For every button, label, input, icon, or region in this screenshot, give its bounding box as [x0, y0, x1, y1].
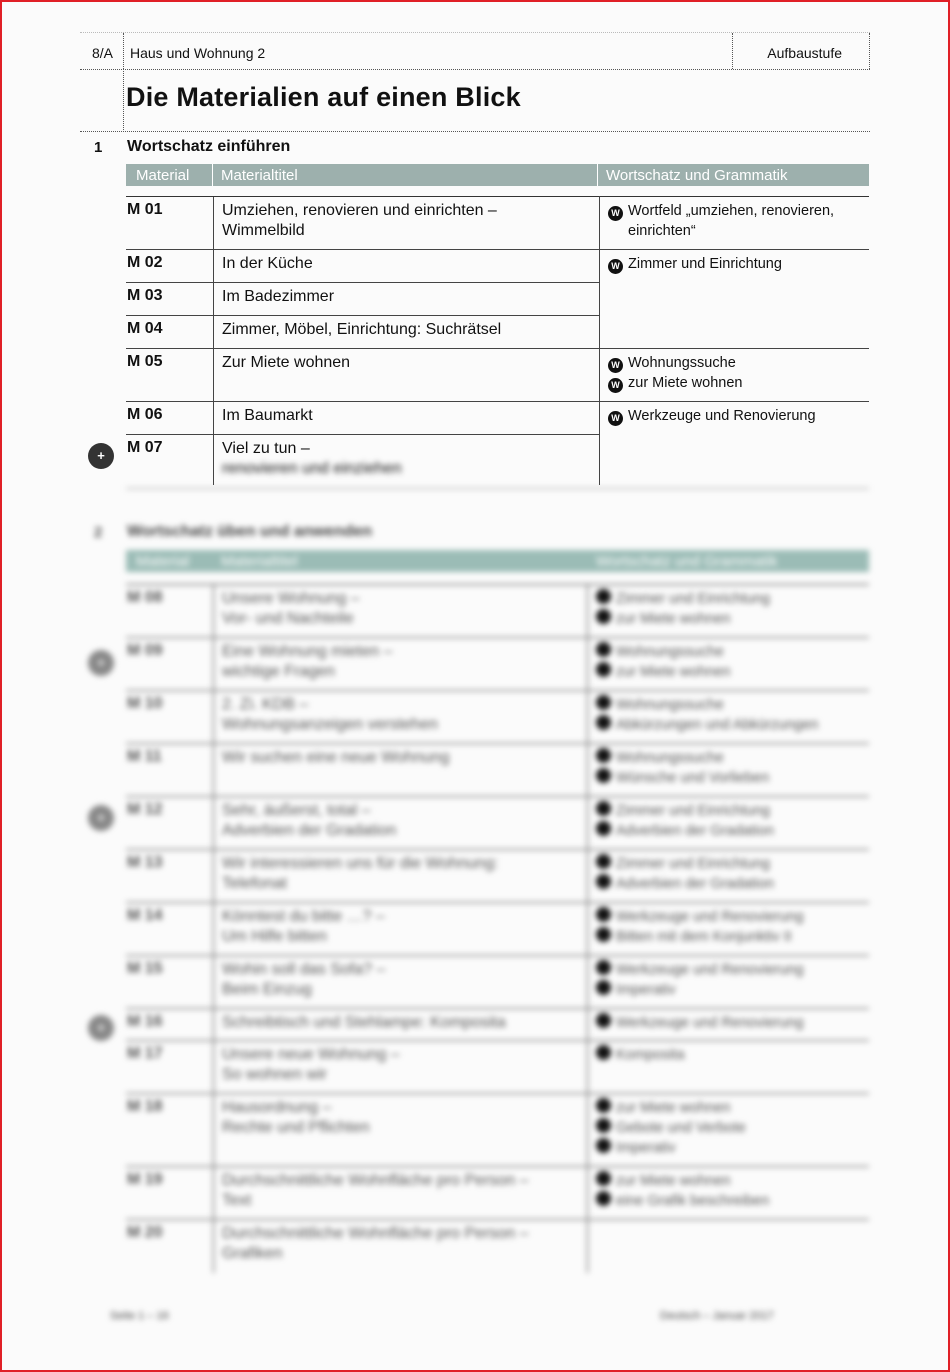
vocab-cell	[588, 850, 870, 903]
material-id: M 14	[126, 903, 214, 956]
material-id: M 03	[126, 283, 214, 316]
page-title: Die Materialien auf einen Blick	[126, 82, 521, 112]
section-title: Wortschatz üben und anwenden	[127, 523, 373, 540]
material-title-line: Durchschnittliche Wohnfläche pro Person –	[222, 1172, 529, 1189]
material-id: M 04	[126, 316, 214, 349]
material-title-line: Wohnungsanzeigen verstehen	[222, 716, 438, 733]
table-row	[126, 349, 869, 402]
vocab-text: Adverbien der Gradation	[616, 876, 774, 892]
vocab-cell	[588, 903, 870, 956]
vocab-text: zur Miete wohnen	[616, 1173, 731, 1189]
vocab-text: Wohnungssuche	[616, 697, 724, 713]
material-id: M 11	[126, 744, 214, 797]
column-header-vocab: Wortschatz und Grammatik	[596, 553, 778, 570]
vocab-text: zur Miete wohnen	[628, 375, 743, 391]
vocab-w-icon	[596, 854, 611, 869]
vocab-cell	[588, 1167, 870, 1220]
material-title-line: 2. Zi. KDB –	[222, 696, 309, 713]
material-title-line: Könntest du bitte …? –	[222, 908, 385, 925]
material-title: Im Badezimmer	[214, 283, 600, 316]
column-separator	[597, 164, 598, 186]
vocab-w-icon	[596, 927, 611, 942]
material-title-line: Beim Einzug	[222, 981, 312, 998]
vocab-item	[596, 748, 869, 768]
material-id: M 09	[126, 638, 214, 691]
material-title	[214, 691, 588, 744]
vocab-item	[596, 1098, 869, 1118]
material-title	[214, 1094, 588, 1167]
table-row	[126, 402, 869, 435]
header-divider	[732, 33, 733, 69]
vocab-w-icon	[596, 768, 611, 783]
column-header-material: Material	[136, 553, 190, 570]
vocab-w-icon	[596, 1171, 611, 1186]
material-title-line: So wohnen wir	[222, 1066, 327, 1083]
column-header-vocab: Wortschatz und Grammatik	[606, 167, 788, 184]
material-title: In der Küche	[214, 250, 600, 283]
column-separator	[212, 164, 213, 186]
material-title-line: Telefonat	[222, 875, 287, 892]
table-row	[126, 956, 869, 1009]
header-divider	[869, 33, 870, 69]
vocab-item	[608, 373, 869, 393]
material-title	[214, 744, 588, 797]
vocab-item	[596, 589, 869, 609]
material-id: M 16	[126, 1009, 214, 1041]
material-title-line: Sehr, äußerst, total –	[222, 802, 371, 819]
section-number: 1	[94, 139, 103, 156]
vocab-cell	[588, 744, 870, 797]
vocab-w-icon	[596, 1013, 611, 1028]
vocab-cell	[588, 797, 870, 850]
material-title	[214, 638, 588, 691]
level-label: Aufbaustufe	[767, 45, 842, 61]
material-title: Zimmer, Möbel, Einrichtung: Suchrätsel	[214, 316, 600, 349]
vocab-item	[596, 874, 869, 894]
table-row	[126, 1009, 869, 1041]
table-row	[126, 250, 869, 283]
vocab-text: Wohnungssuche	[616, 750, 724, 766]
vocab-w-icon	[596, 960, 611, 975]
table-row	[126, 638, 869, 691]
vocab-item	[596, 980, 869, 1000]
table-row	[126, 744, 869, 797]
vocab-item	[596, 1138, 869, 1158]
material-title-line: Schreibtisch und Stehlampe: Komposita	[222, 1014, 506, 1031]
table-bottom-rule	[126, 488, 869, 489]
vocab-item	[596, 609, 869, 629]
section-title: Wortschatz einführen	[127, 138, 291, 155]
material-title	[214, 1220, 588, 1273]
material-title	[214, 1009, 588, 1041]
material-title	[214, 1041, 588, 1094]
footer-right: Deutsch – Januar 2017	[660, 1310, 774, 1322]
extra-material-icon: +	[88, 805, 114, 831]
vocab-text: Bitten mit dem Konjunktiv II	[616, 929, 792, 945]
material-title-line: Text	[222, 1192, 252, 1209]
vocab-cell	[588, 1009, 870, 1041]
material-title-line: Hausordnung –	[222, 1099, 332, 1116]
vocab-item	[608, 406, 869, 426]
materials-table-1	[126, 196, 869, 485]
table-row	[126, 197, 869, 250]
extra-material-icon: +	[88, 443, 114, 469]
material-id: M 08	[126, 585, 214, 638]
material-title-line: Viel zu tun –	[222, 440, 310, 457]
footer-left: Seite 1 – 16	[110, 1310, 169, 1322]
vocab-item	[608, 201, 869, 221]
extra-material-icon: +	[88, 650, 114, 676]
vocab-text: eine Grafik beschreiben	[616, 1193, 770, 1209]
vocab-item	[596, 1045, 869, 1065]
vocab-text: Werkzeuge und Renovierung	[616, 962, 804, 978]
material-title-line: Durchschnittliche Wohnfläche pro Person –	[222, 1225, 529, 1242]
vocab-w-icon	[596, 748, 611, 763]
vocab-item	[596, 642, 869, 662]
vocab-w-icon	[596, 874, 611, 889]
vocab-w-icon: W	[608, 259, 623, 274]
vocab-text: Werkzeuge und Renovierung	[616, 909, 804, 925]
material-title	[214, 903, 588, 956]
material-title	[214, 585, 588, 638]
vocab-item	[596, 907, 869, 927]
vocab-w-icon	[596, 715, 611, 730]
vocab-w-icon	[596, 1191, 611, 1206]
vocab-text: Wünsche und Vorlieben	[616, 770, 770, 786]
vocab-w-icon	[596, 662, 611, 677]
vocab-w-icon: W	[608, 378, 623, 393]
vocab-cell	[588, 691, 870, 744]
material-title-line: Umziehen, renovieren und einrichten –	[222, 202, 497, 219]
vocab-text: zur Miete wohnen	[616, 1100, 731, 1116]
material-id: M 18	[126, 1094, 214, 1167]
material-title: Zur Miete wohnen	[214, 349, 600, 402]
vocab-text: zur Miete wohnen	[616, 611, 731, 627]
table-row	[126, 903, 869, 956]
vocab-item	[596, 662, 869, 682]
vocab-item	[596, 1171, 869, 1191]
table-header	[126, 550, 869, 572]
vocab-item	[596, 1013, 869, 1033]
vocab-text: Werkzeuge und Renovierung	[616, 1015, 804, 1031]
vocab-w-icon	[596, 1045, 611, 1060]
vocab-w-icon	[596, 821, 611, 836]
column-header-title: Materialtitel	[221, 553, 298, 570]
vocab-text: Wohnungssuche	[628, 355, 736, 371]
vocab-w-icon: W	[608, 411, 623, 426]
chapter-label: Haus und Wohnung 2	[130, 45, 266, 61]
vocab-w-icon	[596, 801, 611, 816]
extra-material-icon: +	[88, 1015, 114, 1041]
vocab-item	[596, 768, 869, 788]
material-id: M 07	[126, 435, 214, 485]
material-title-line: wichtige Fragen	[222, 663, 335, 680]
table-row	[126, 1094, 869, 1167]
material-title-line: Um Hilfe bitten	[222, 928, 327, 945]
vocab-text: Gebote und Verbote	[616, 1120, 746, 1136]
materials-table-2	[126, 584, 869, 1273]
material-title-line: Wohin soll das Sofa? –	[222, 961, 386, 978]
table-header	[126, 164, 869, 186]
vocab-text: Wortfeld „umziehen, renovieren,	[628, 203, 835, 219]
material-title-line: Eine Wohnung mieten –	[222, 643, 393, 660]
header-divider	[123, 33, 124, 69]
vocab-w-icon	[596, 589, 611, 604]
material-title-line: Wir interessieren uns für die Wohnung:	[222, 855, 499, 872]
material-title	[214, 850, 588, 903]
vocab-text: Werkzeuge und Renovierung	[628, 408, 816, 424]
vocab-text: Wohnungssuche	[616, 644, 724, 660]
vocab-text: zur Miete wohnen	[616, 664, 731, 680]
table-row	[126, 691, 869, 744]
vocab-text: Abkürzungen und Abkürzungen	[616, 717, 819, 733]
material-id: M 13	[126, 850, 214, 903]
material-title-line: Vor- und Nachteile	[222, 610, 354, 627]
left-margin-rule	[123, 68, 124, 132]
material-title-line: Grafiken	[222, 1245, 283, 1262]
vocab-text: Zimmer und Einrichtung	[616, 591, 770, 607]
vocab-text: Adverbien der Gradation	[616, 823, 774, 839]
vocab-cell	[588, 1041, 870, 1094]
vocab-cell	[588, 1094, 870, 1167]
vocab-w-icon	[596, 695, 611, 710]
vocab-item	[608, 254, 869, 274]
material-title-line: renovieren und einziehen	[222, 460, 402, 477]
material-title	[214, 1167, 588, 1220]
vocab-cell	[588, 638, 870, 691]
column-header-material: Material	[136, 167, 190, 184]
blurred-preview-area	[0, 460, 950, 1370]
vocab-item	[596, 821, 869, 841]
vocab-cell	[588, 1220, 870, 1273]
material-title	[214, 797, 588, 850]
vocab-cell	[600, 197, 870, 250]
vocab-w-icon	[596, 1118, 611, 1133]
vocab-item	[596, 1191, 869, 1211]
vocab-cell	[588, 956, 870, 1009]
vocab-w-icon	[596, 1138, 611, 1153]
vocab-w-icon	[596, 1098, 611, 1113]
material-id: M 20	[126, 1220, 214, 1273]
material-title: Im Baumarkt	[214, 402, 600, 435]
vocab-text: Zimmer und Einrichtung	[628, 256, 782, 272]
vocab-item	[596, 801, 869, 821]
table-row	[126, 1041, 869, 1094]
vocab-cell	[588, 585, 870, 638]
vocab-item	[596, 854, 869, 874]
vocab-item: einrichten“	[628, 223, 696, 239]
table-row	[126, 1220, 869, 1273]
vocab-text: Imperativ	[616, 982, 676, 998]
vocab-w-icon	[596, 980, 611, 995]
vocab-text: Komposita	[616, 1047, 685, 1063]
material-id: M 19	[126, 1167, 214, 1220]
material-id: M 15	[126, 956, 214, 1009]
vocab-item	[596, 927, 869, 947]
material-id: M 17	[126, 1041, 214, 1094]
material-title-line: Wimmelbild	[222, 222, 305, 239]
table-row	[126, 1167, 869, 1220]
material-id: M 06	[126, 402, 214, 435]
material-title	[214, 197, 600, 250]
vocab-w-icon	[596, 609, 611, 624]
title-rule	[80, 131, 870, 132]
material-title-line: Unsere neue Wohnung –	[222, 1046, 400, 1063]
material-id: M 01	[126, 197, 214, 250]
vocab-w-icon	[596, 642, 611, 657]
table-row	[126, 797, 869, 850]
material-title-line: Adverbien der Gradation	[222, 822, 397, 839]
material-id: M 05	[126, 349, 214, 402]
section-number: 2	[94, 524, 103, 541]
vocab-cell	[600, 250, 870, 349]
material-title-line: Unsere Wohnung –	[222, 590, 360, 607]
vocab-item	[608, 353, 869, 373]
vocab-item	[596, 960, 869, 980]
vocab-text: Zimmer und Einrichtung	[616, 803, 770, 819]
table-row	[126, 850, 869, 903]
material-title-line: Rechte und Pflichten	[222, 1119, 370, 1136]
material-code: 8/A	[92, 45, 114, 61]
vocab-text: Imperativ	[616, 1140, 676, 1156]
vocab-w-icon: W	[608, 358, 623, 373]
material-title	[214, 956, 588, 1009]
vocab-cell	[600, 349, 870, 402]
vocab-item	[596, 695, 869, 715]
vocab-item	[596, 715, 869, 735]
table-row	[126, 585, 869, 638]
column-header-title: Materialtitel	[221, 167, 298, 184]
material-id: M 10	[126, 691, 214, 744]
page-header	[80, 32, 870, 70]
vocab-text: Zimmer und Einrichtung	[616, 856, 770, 872]
material-id: M 12	[126, 797, 214, 850]
material-title-line: Wir suchen eine neue Wohnung	[222, 749, 450, 766]
material-id: M 02	[126, 250, 214, 283]
vocab-item	[596, 1118, 869, 1138]
vocab-w-icon	[596, 907, 611, 922]
vocab-w-icon: W	[608, 206, 623, 221]
